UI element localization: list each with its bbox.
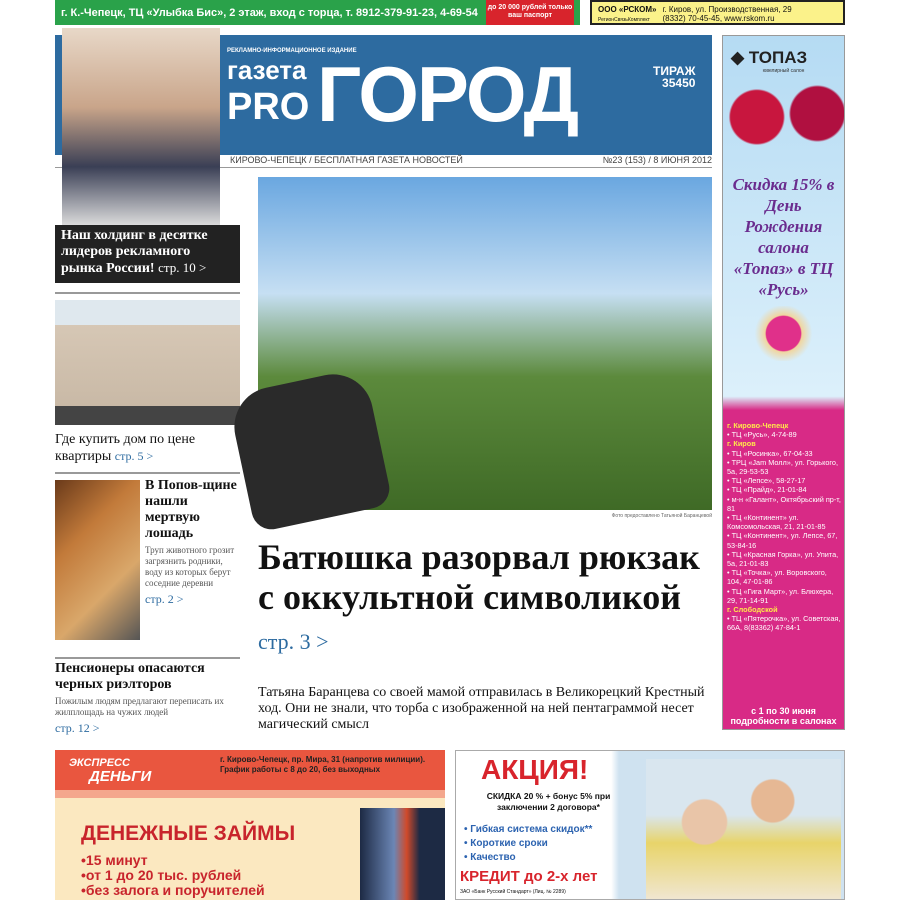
pensioners-text: Пожилым людям предлагают переписать их жилплощадь на чужих людей: [55, 696, 224, 717]
businessman-image: [360, 808, 445, 900]
horse-title: В Попов-щине нашли мертвую лошадь: [145, 478, 237, 541]
house-title: Где купить дом по цене квартиры: [55, 432, 196, 464]
list-item: • ТЦ «Красная Горка», ул. Упита, 5а, 21-01-83: [727, 549, 839, 569]
horse-text: Труп животного грозит загрязнить родники, воду из которых берут соседние деревни: [145, 545, 235, 588]
rskom-contacts: (8332) 70-45-45, www.rskom.ru: [662, 14, 775, 23]
credit-title: АКЦИЯ!: [481, 754, 589, 785]
topaz-footer: с 1 по 30 июня подробности в салонах: [730, 706, 837, 726]
list-item: • Короткие сроки: [464, 838, 548, 849]
pensioners-title: Пенсионеры опасаются черных риэлторов: [55, 661, 205, 692]
list-item: г. Кирово-Чепецк: [727, 421, 789, 430]
issue-line: №23 (153) / 8 ИЮНЯ 2012: [602, 155, 712, 165]
promo-box[interactable]: [55, 225, 240, 283]
top-ad-text: г. К.-Чепецк, ТЦ «Улыбка Бис», 2 этаж, вход с торца, т. 8912-379-91-23, 4-69-54: [61, 7, 478, 19]
money-items: [81, 853, 265, 898]
money-brand: [69, 756, 151, 785]
house-page[interactable]: стр. 5 >: [114, 449, 154, 463]
masthead-title: ГОРОД: [317, 50, 578, 138]
list-item: • ТЦ «Прайд», 21-01-84: [727, 485, 807, 495]
pensioners-story[interactable]: [55, 661, 245, 735]
ring-image: [733, 306, 834, 361]
money-address: г. Кирово-Чепецк, пр. Мира, 31 (напротив милиции). График работы с 8 до 20, без выходных: [220, 755, 426, 774]
circulation: [653, 65, 695, 89]
list-item: • ТЦ «Гига Март», ул. Блюхера, 29, 71-14-91: [727, 586, 834, 605]
list-item: • ТЦ «Континент», ул. Лепсе, 67, 53-84-16: [727, 531, 838, 550]
promo-text: Наш холдинг в десятке лидеров рекламного рынка России!: [61, 228, 208, 276]
list-item: • Качество: [464, 852, 516, 863]
photo-credit: Фото предоставлено Татьяной Баранцевой: [611, 513, 712, 519]
topaz-brand-text: ТОПАЗ: [748, 48, 808, 67]
horse-page[interactable]: стр. 2 >: [145, 592, 184, 606]
city-line: КИРОВО-ЧЕПЕЦК / БЕСПЛАТНАЯ ГАЗЕТА НОВОСТЕЙ: [230, 155, 463, 165]
money-brand-1: ЭКСПРЕСС: [69, 757, 130, 769]
list-item: • ТЦ «Росинка», 67-04-33: [727, 448, 813, 458]
rskom-sub: РегионСвязьКомплект: [598, 17, 650, 23]
diamond-icon: ◆: [731, 48, 745, 67]
credit-loan: КРЕДИТ до 2-х лет: [460, 868, 598, 885]
list-item: • Гибкая система скидок**: [464, 824, 593, 835]
list-item: • ТЦ «Пятерочка», ул. Советская, 66А, 8(83362) 47-84-1: [727, 614, 841, 633]
rskom-address: г. Киров, ул. Производственная, 29: [662, 5, 792, 14]
list-item: • ТЦ «Русь», 4-74-89: [727, 430, 797, 440]
list-item: г. Слободской: [727, 605, 778, 615]
credit-items: [464, 823, 592, 865]
topaz-sub: ювелирный салон: [762, 68, 805, 74]
list-item: • ТЦ «Континент» ул. Комсомольская, 21, 21-01-85: [727, 513, 826, 532]
list-item: •15 минут: [81, 852, 148, 868]
pensioners-page[interactable]: стр. 12 >: [55, 721, 100, 735]
horse-story[interactable]: [145, 478, 242, 606]
topaz-brand: [731, 48, 844, 68]
rskom-name: ООО «РСКОМ»: [598, 5, 657, 14]
topaz-promo: Скидка 15% в День Рождения салона «Топаз» в ТЦ «Русь»: [732, 175, 835, 299]
main-headline: Батюшка разорвал рюкзак с оккультной символикой: [258, 537, 700, 617]
couple-photo: [646, 759, 841, 899]
list-item: • ТРЦ «Jam Молл», ул. Горького, 5а, 29-53-53: [727, 457, 838, 477]
credit-bank: ЗАО «Банк Русский Стандарт» (Лиц. № 2289): [460, 889, 566, 895]
credit-ad: [455, 750, 845, 900]
main-lead: Татьяна Баранцева со своей мамой отправилась в Великорецкий Крестный ход. Они не знали, что торба с изображенной на ней пентаграммой несет магический смысл: [258, 685, 705, 732]
list-item: • м-н «Галант», Октябрьский пр-т, 81: [727, 494, 841, 513]
money-ad: [55, 750, 445, 900]
divider: [55, 292, 240, 294]
money-brand-2: ДЕНЬГИ: [89, 768, 152, 785]
list-item: • ТЦ «Лепсе», 58-27-17: [727, 476, 806, 486]
topaz-ad: [722, 35, 845, 730]
horse-photo: [55, 480, 140, 640]
divider: [55, 657, 240, 659]
person-photo: [62, 28, 220, 226]
roses-image: [723, 82, 844, 152]
top-ad-rskom: [590, 0, 845, 25]
house-story[interactable]: [55, 432, 240, 465]
list-item: г. Киров: [727, 439, 756, 449]
masthead-word-pro: PRO: [227, 86, 310, 128]
divider: [55, 472, 240, 474]
list-item: • ТЦ «Точка», ул. Воровского, 104, 47-01-86: [727, 568, 827, 587]
money-title: ДЕНЕЖНЫЕ ЗАЙМЫ: [81, 822, 296, 845]
top-ad-loans: [55, 0, 580, 25]
topaz-addresses: [727, 421, 842, 633]
main-headline-block[interactable]: [258, 537, 718, 662]
list-item: •от 1 до 20 тыс. рублей: [81, 867, 242, 883]
promo-page[interactable]: стр. 10 >: [158, 260, 207, 275]
main-page[interactable]: стр. 3 >: [258, 629, 329, 654]
circulation-value: 35450: [662, 76, 696, 90]
masthead-kicker: РЕКЛАМНО-ИНФОРМАЦИОННОЕ ИЗДАНИЕ: [227, 48, 357, 54]
masthead-word-gazeta: газета: [227, 55, 307, 85]
top-ad-badge: до 20 000 рублей только ваш паспорт: [486, 0, 574, 25]
circulation-label: ТИРАЖ: [653, 64, 696, 78]
list-item: •без залога и поручителей: [81, 882, 265, 898]
credit-offer: СКИДКА 20 % + бонус 5% при заключении 2 договора*: [486, 791, 611, 812]
house-photo: [55, 300, 240, 425]
